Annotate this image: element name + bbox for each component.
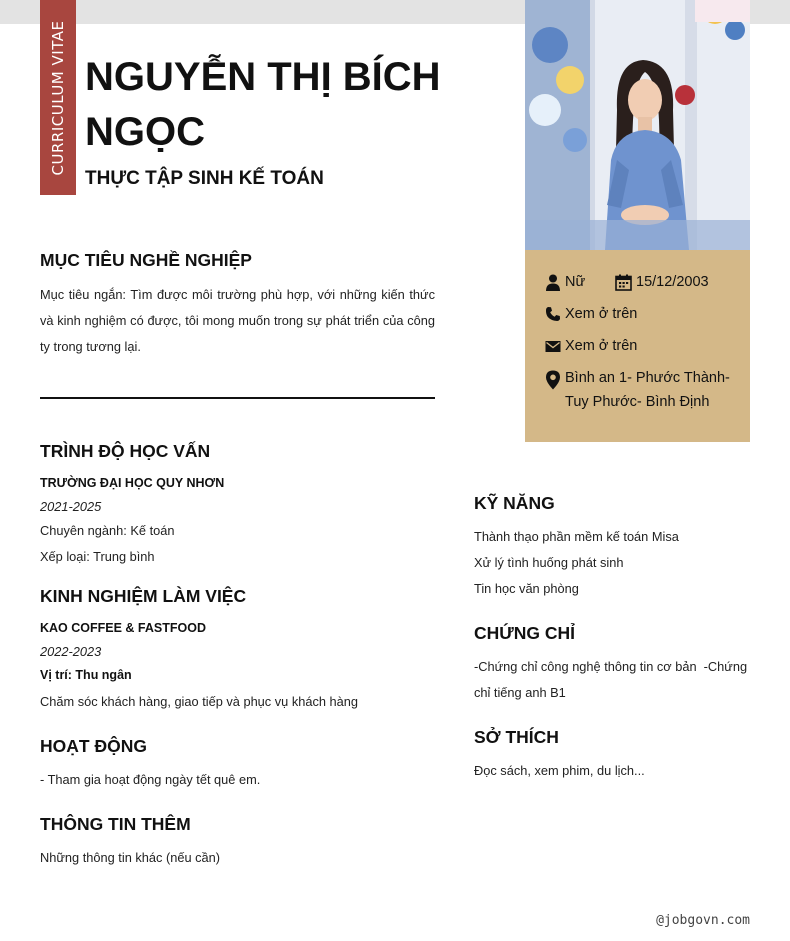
hobbies-text: Đọc sách, xem phim, du lịch... (474, 763, 645, 778)
company-name: KAO COFFEE & FASTFOOD (40, 621, 206, 635)
section-divider (40, 397, 435, 399)
school-name: TRƯỜNG ĐẠI HỌC QUY NHƠN (40, 476, 225, 490)
certificates-line-2: chỉ tiếng anh B1 (474, 685, 566, 700)
education-period: 2021-2025 (40, 499, 102, 514)
more-info-text: Những thông tin khác (nếu cần) (40, 850, 221, 865)
phone-row (545, 302, 637, 326)
experience-period: 2022-2023 (40, 644, 102, 659)
email-value: Xem ở trên (565, 338, 638, 354)
curriculum-vitae-strip (40, 0, 76, 195)
phone-icon (545, 306, 561, 322)
experience-position: Vị trí: Thu ngân (40, 668, 132, 682)
person-icon (545, 274, 561, 291)
email-row (545, 334, 637, 358)
candidate-name: NGUYỄN THỊ BÍCH NGỌC (85, 55, 441, 154)
activities-title: HOẠT ĐỘNG (40, 736, 147, 756)
location-pin-icon (545, 370, 561, 390)
activities-text: - Tham gia hoạt động ngày tết quê em. (40, 772, 261, 787)
address-row (545, 366, 735, 414)
birthdate-value: 15/12/2003 (636, 274, 709, 290)
education-rank: Xếp loại: Trung bình (40, 549, 155, 564)
skill-item: Tin học văn phòng (474, 581, 579, 596)
skill-item: Xử lý tình huống phát sinh (474, 555, 624, 570)
gender-value: Nữ (565, 274, 586, 290)
gender-row (545, 270, 585, 294)
mail-icon (545, 338, 561, 354)
certificates-line-1: -Chứng chỉ công nghệ thông tin cơ bản -Chứng (474, 659, 748, 674)
more-info-title: THÔNG TIN THÊM (40, 814, 191, 834)
certificates-title: CHỨNG CHỈ (474, 623, 576, 643)
calendar-icon (615, 274, 632, 291)
curriculum-vitae-label: CURRICULUM VITAE (49, 20, 67, 175)
objective-title: MỤC TIÊU NGHỀ NGHIỆP (40, 250, 252, 270)
skill-item: Thành thạo phần mềm kế toán Misa (474, 529, 679, 544)
skills-title: KỸ NĂNG (474, 493, 555, 513)
profile-photo-illustration (525, 0, 750, 250)
hobbies-title: SỞ THÍCH (474, 727, 559, 747)
profile-photo (525, 0, 750, 250)
experience-title: KINH NGHIỆM LÀM VIỆC (40, 586, 247, 606)
objective-text: Mục tiêu ngắn: Tìm được môi trường phù hợp, với những kiến thức và kinh nghiệm có được, tôi mong muốn trong sự phát triển của công ty trong tương lại. (40, 287, 435, 354)
phone-value: Xem ở trên (565, 306, 638, 322)
address-value: Bình an 1- Phước Thành- Tuy Phước- Bình Định (565, 370, 730, 410)
watermark: @jobgovn.com (656, 913, 750, 928)
job-title: THỰC TẬP SINH KẾ TOÁN (85, 168, 324, 189)
experience-description: Chăm sóc khách hàng, giao tiếp và phục vụ khách hàng (40, 694, 358, 709)
birthdate-row (615, 270, 709, 294)
education-major: Chuyên ngành: Kế toán (40, 523, 175, 538)
education-title: TRÌNH ĐỘ HỌC VẤN (40, 441, 211, 461)
